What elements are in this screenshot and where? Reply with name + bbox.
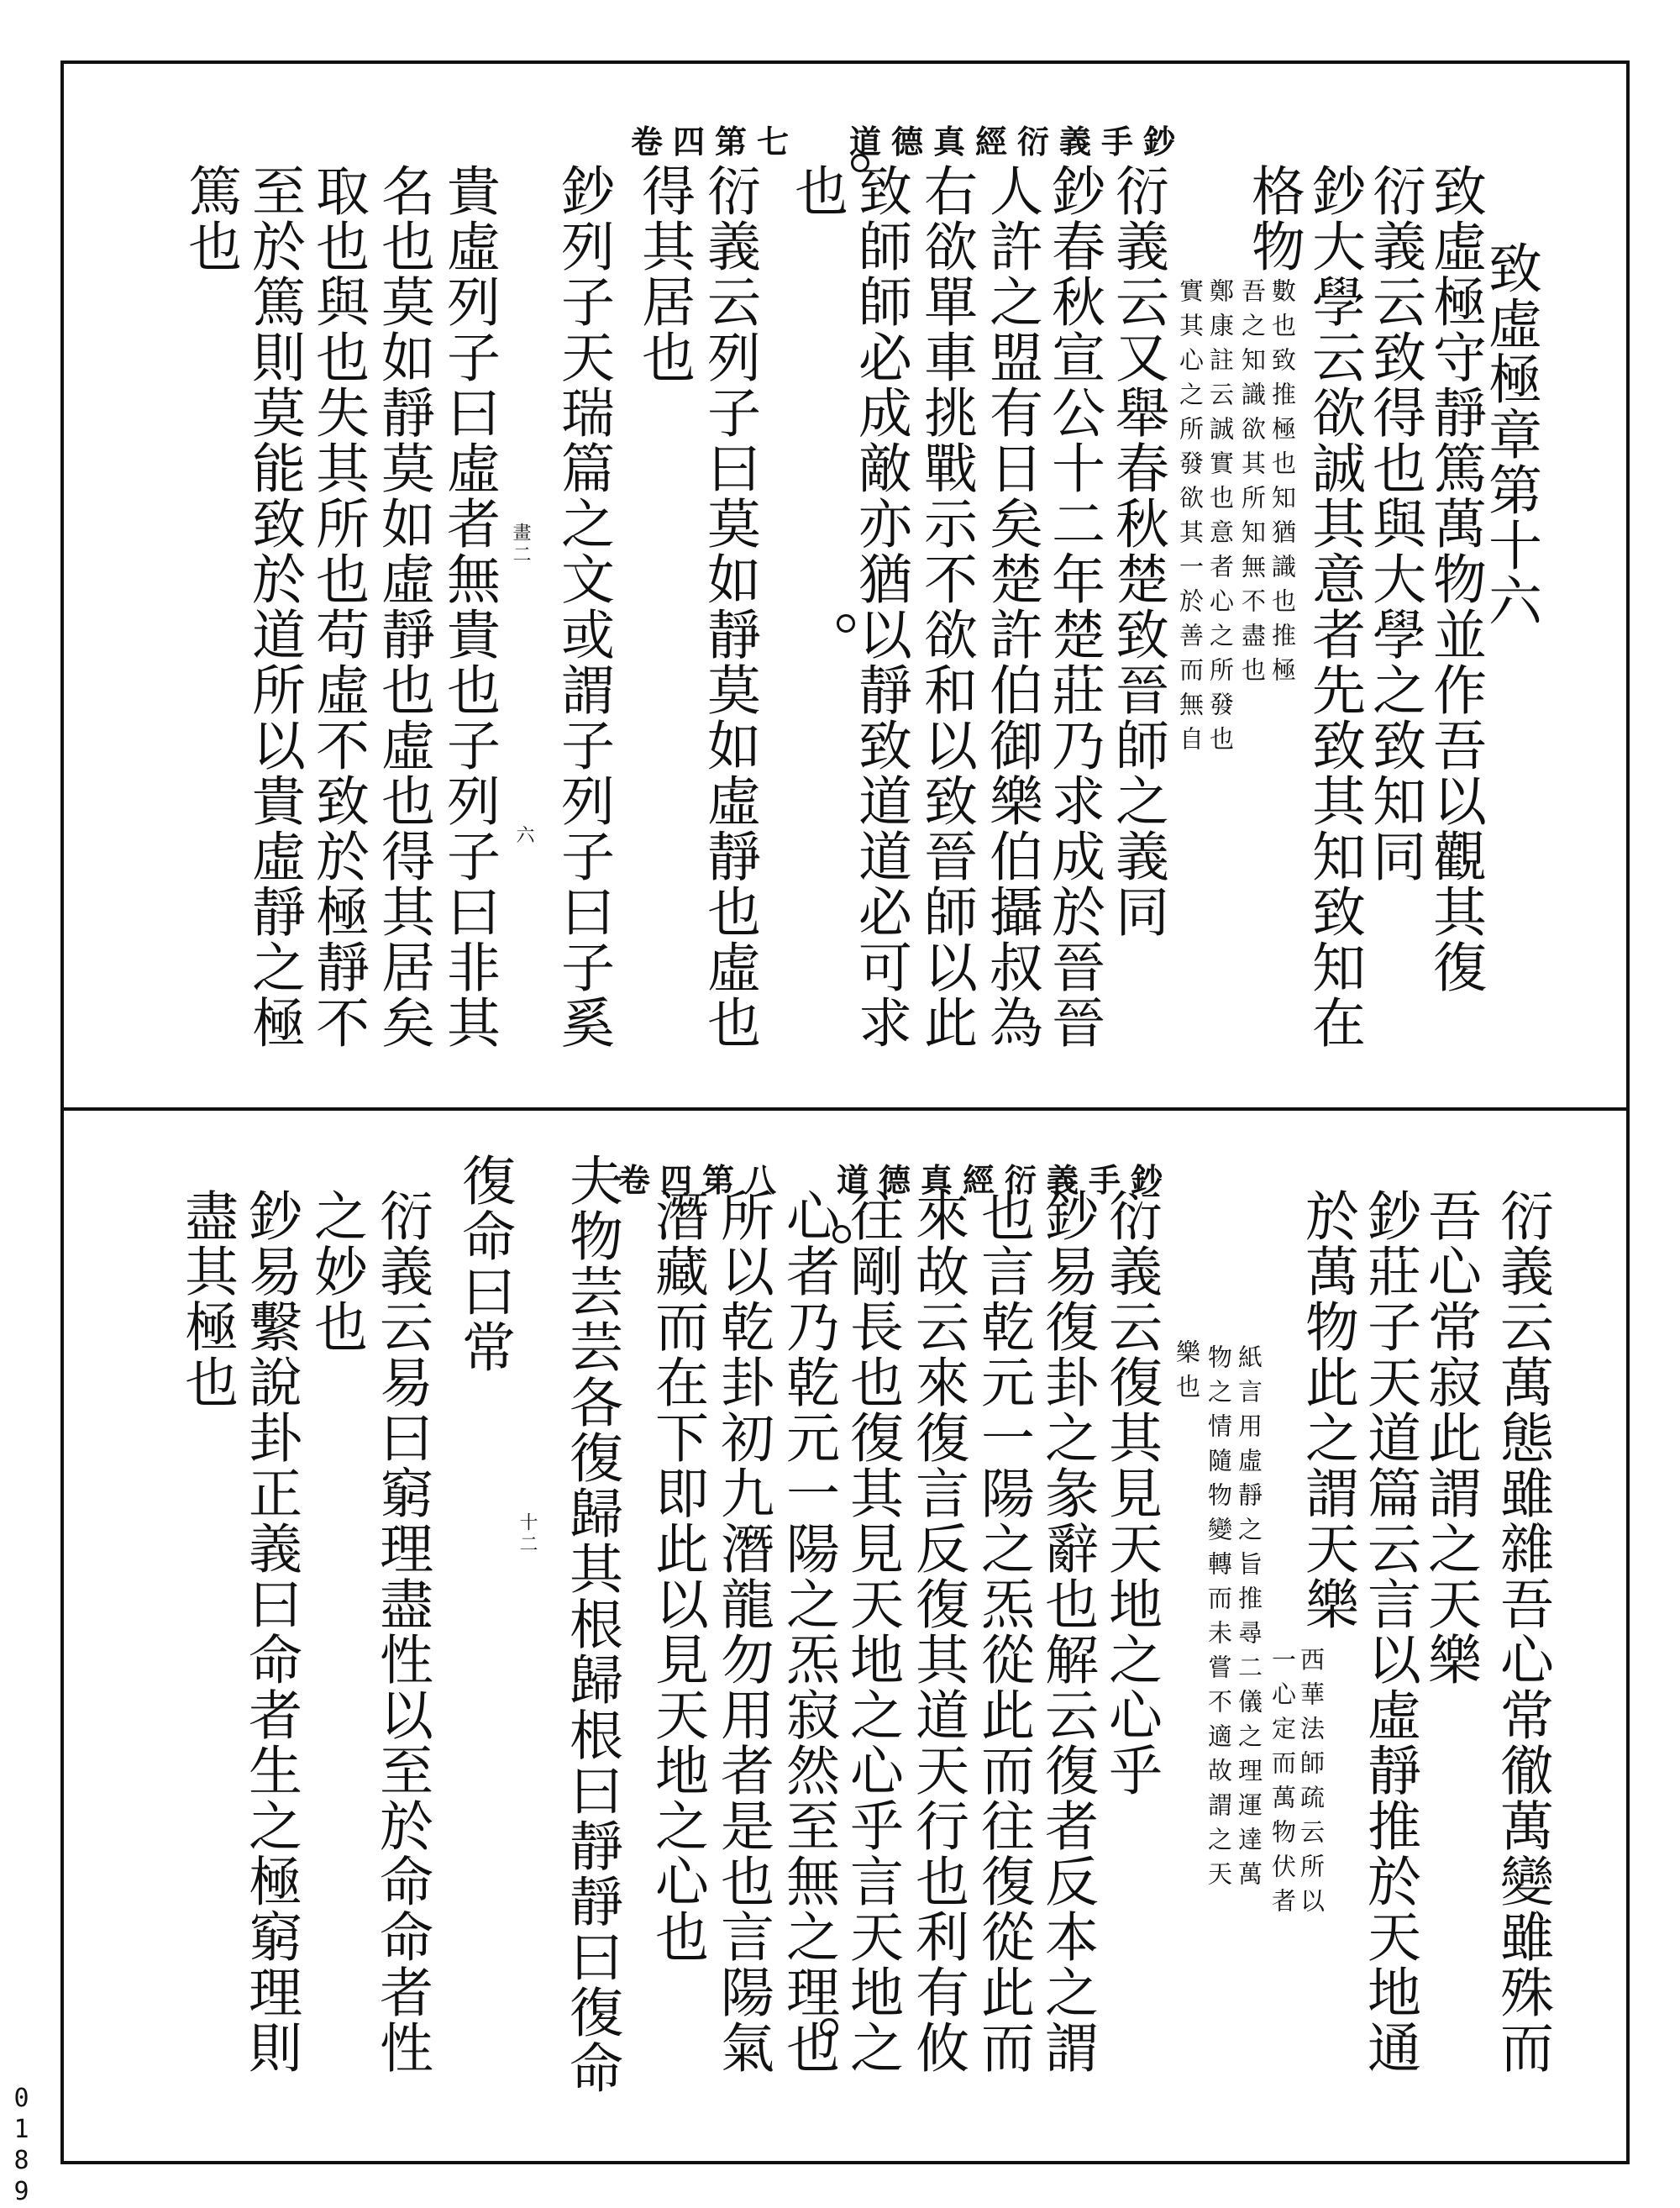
- bottom-header-title: 道德真經衍義手鈔: [837, 1161, 1173, 1199]
- top-header: [631, 116, 1185, 162]
- text-column: 鈔易繫說卦正義曰命者生之極窮理則: [239, 1188, 302, 2075]
- text-column: 之妙也: [305, 1188, 367, 1354]
- text-column: 衍義云列子曰莫如靜莫如虛靜也虛也: [698, 163, 760, 1050]
- top-header-title: 道德真經衍義手鈔: [849, 123, 1186, 160]
- text-column: 鈔列子天瑞篇之文或謂子列子曰子奚: [552, 163, 614, 1050]
- note-column: 數也致推極也知猶識也推極: [1268, 278, 1297, 691]
- text-column: 鈔莊子天道篇云言以虛靜推於天地通: [1358, 1188, 1420, 2075]
- text-column: 衍義云又舉春秋楚致晉師之義同: [1106, 163, 1168, 939]
- marginal-mark: 六: [513, 825, 534, 847]
- text-column: 心者乃乾元一陽之炁寂然至無之理也: [777, 1188, 839, 2075]
- text-column: 於萬物此之謂天樂: [1296, 1188, 1358, 1632]
- text-column: 潛藏而在下即此以見天地之心也: [646, 1188, 708, 1964]
- marginal-mark: 十二: [517, 1512, 538, 1556]
- text-column: 人許之盟有日矣楚許伯御樂伯攝叔為: [980, 163, 1042, 1050]
- chapter-title: 致虛極章第十六: [1479, 240, 1541, 628]
- text-column: 夫物芸芸各復歸其根歸根曰靜靜曰復命: [560, 1153, 622, 2095]
- bottom-page: [64, 1111, 1626, 2161]
- text-column: 盡其極也: [176, 1188, 238, 1410]
- text-column: 鈔春秋宣公十二年楚莊乃求成於晉晉: [1042, 163, 1105, 1050]
- text-column: 衍義云易曰窮理盡性以至於命命者性: [370, 1188, 433, 2075]
- page-number: 0189: [7, 2084, 36, 2208]
- text-column: 貴虛列子曰虛者無貴也子列子曰非其: [438, 163, 500, 1050]
- text-column: 衍義云致得也與大學之致知同: [1363, 163, 1425, 884]
- note-column: 鄭康註云誠實也意者心之所發也: [1206, 278, 1235, 760]
- text-column: 致師師必成敵亦猶以靜致道道必可求: [849, 163, 911, 1050]
- note-column: 實其心之所發欲其一於善而無自: [1176, 278, 1205, 760]
- note-column: 紙言用虛靜之旨推尋二儀之理運達萬: [1235, 1344, 1263, 1895]
- note-column: 一心定而萬物伏者: [1268, 1647, 1297, 1922]
- text-column: 致虛極守靜篤萬物並作吾以觀其復: [1424, 163, 1486, 995]
- note-column: 吾之知識欲其所知無不盡也: [1238, 278, 1267, 691]
- text-column: 來故云來復言反復其道天行也利有攸: [906, 1188, 969, 2075]
- marginal-mark: 畫二: [510, 523, 531, 566]
- text-column: 篤也: [179, 163, 241, 274]
- text-column: 格物: [1242, 163, 1305, 274]
- text-column: 衍義云復其見天地之心乎: [1100, 1188, 1162, 1798]
- note-column: 物之情隨物變轉而未嘗不適故謂之天: [1205, 1344, 1233, 1895]
- text-column: 也: [785, 163, 848, 218]
- note-column: 樂也: [1173, 1339, 1201, 1408]
- text-column: 衍義云萬態雖雜吾心常徹萬變雖殊而: [1491, 1188, 1553, 2075]
- text-column: 往剛長也復其見天地之心乎言天地之: [841, 1188, 903, 2075]
- text-column: 名也莫如靜莫如虛靜也虛也得其居矣: [372, 163, 434, 1050]
- text-column: 右欲單車挑戰示不欲和以致晉師以此: [915, 163, 977, 1050]
- text-column: 鈔大學云欲誠其意者先致其知致知在: [1303, 163, 1365, 1050]
- text-column: 吾心常寂此謂之天樂: [1419, 1188, 1481, 1687]
- top-page: [64, 64, 1626, 1107]
- text-column: 也言乾元一陽之炁從此而往復從此而: [972, 1188, 1034, 2075]
- text-column: 得其居也: [633, 163, 695, 385]
- text-column: 至於篤則莫能致於道所以貴虛靜之極: [243, 163, 305, 1050]
- top-header-volume: 卷四第七: [631, 123, 800, 160]
- note-column: 西華法師疏云所以: [1297, 1647, 1326, 1922]
- bottom-header-volume: 卷四第八: [618, 1161, 787, 1199]
- text-column: 取也與也失其所也苟虛不致於極靜不: [307, 163, 369, 1050]
- text-column: 鈔易復卦之彖辭也解云復者反本之謂: [1036, 1188, 1098, 2075]
- text-column: 所以乾卦初九潛龍勿用者是也言陽氣: [711, 1188, 774, 2075]
- text-column: 復命曰常: [453, 1153, 515, 1375]
